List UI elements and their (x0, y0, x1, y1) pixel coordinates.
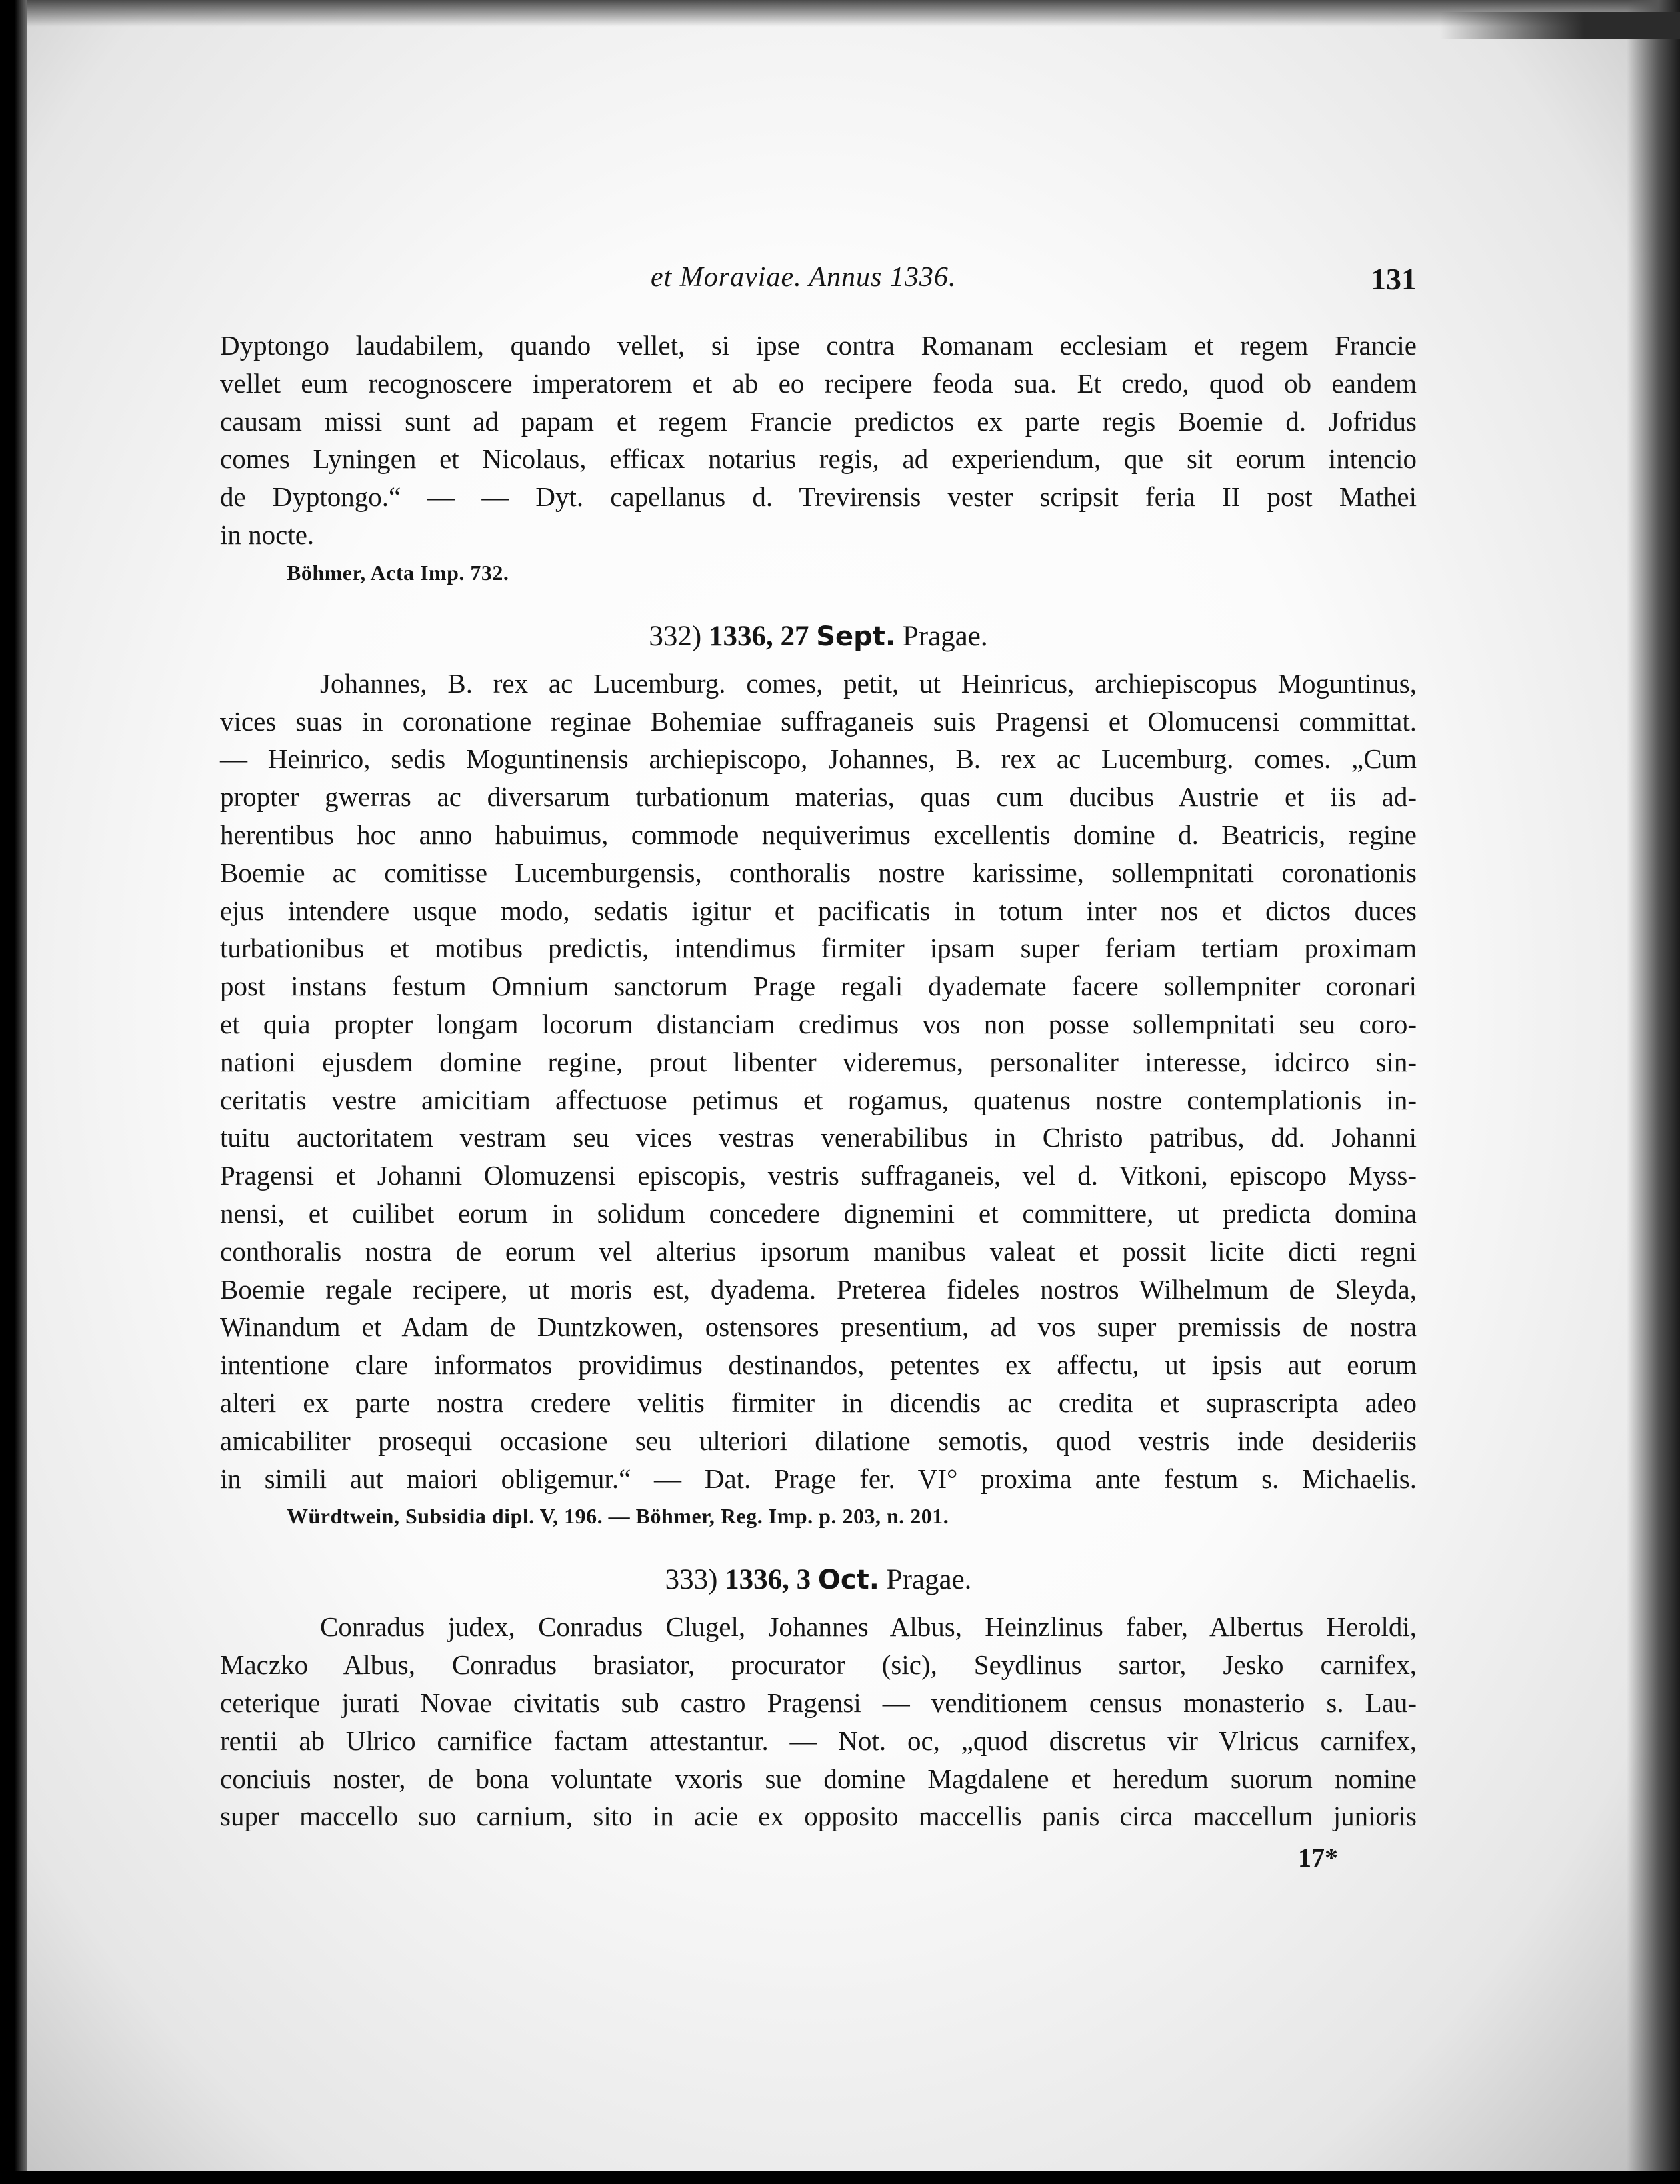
text-line: nationi ejusdem domine regine, prout libenter videremus, personaliter interesse, idcirco sin- (220, 1046, 1417, 1077)
entry-month: Oct. (817, 1565, 879, 1596)
scan-shadow-top (0, 0, 1680, 27)
text-line: Dyptongo laudabilem, quando vellet, si ipse contra Romanam ecclesiam et regem Francie (220, 330, 1417, 361)
source-citation: Würdtwein, Subsidia dipl. V, 196. — Böhmer, Reg. Imp. p. 203, n. 201. (287, 1504, 949, 1529)
text-line: post instans festum Omnium sanctorum Prage regali dyademate facere sollempniter coronari (220, 971, 1417, 1002)
previous-entry-continuation (220, 327, 1417, 589)
scan-border-left (0, 0, 27, 2184)
text-line: in simili aut maiori obligemur.“ — Dat. Prage fer. VI° proxima ante festum s. Michaelis. (220, 1463, 1417, 1494)
text-line: de Dyptongo.“ — — Dyt. capellanus d. Trevirensis vester scripsit feria II post Mathei (220, 481, 1417, 513)
text-line: ceterique jurati Novae civitatis sub castro Pragensi — venditionem census monasterio s. Lau- (220, 1687, 1417, 1718)
text-line: super maccello suo carnium, sito in acie ex opposito maccellis panis circa maccellum junioris (220, 1801, 1417, 1832)
entry-heading-333 (220, 1560, 1417, 1600)
page-body (220, 327, 1417, 1877)
text-line: herentibus hoc anno habuimus, commode nequiverimus excellentis domine d. Beatricis, regine (220, 819, 1417, 850)
text-line: comes Lyningen et Nicolaus, efficax notarius regis, ad experiendum, que sit eorum intencio (220, 443, 1417, 475)
text-line: rentii ab Ulrico carnifice factam attestantur. — Not. oc, „quod discretus vir Vlricus carnifex, (220, 1725, 1417, 1756)
scan-shadow-right (1627, 0, 1680, 2184)
entry-body-333 (220, 1608, 1417, 1835)
signature-mark: 17* (1298, 1843, 1338, 1873)
scan-border-bottom (0, 2171, 1680, 2184)
text-line: Conradus judex, Conradus Clugel, Johannes Albus, Heinzlinus faber, Albertus Heroldi, (320, 1611, 1417, 1643)
text-line: vices suas in coronatione reginae Bohemiae suffraganeis suis Pragensi et Olomucensi committat. (220, 705, 1417, 737)
page-header (220, 261, 1417, 301)
entry-heading-332 (220, 617, 1417, 657)
text-line: Boemie regale recipere, ut moris est, dyadema. Preterea fideles nostros Wilhelmum de Sleyda, (220, 1273, 1417, 1305)
entry-date: 1336, 3 (725, 1564, 811, 1596)
text-line: intentione clare informatos providimus destinandos, petentes ex affectu, ut ipsis aut eorum (220, 1349, 1417, 1381)
text-line: nensi, et cuilibet eorum in solidum concedere dignemini et committere, ut predicta domina (220, 1197, 1417, 1229)
entry-place: Pragae. (886, 1564, 972, 1596)
entry-date: 1336, 27 (708, 620, 809, 652)
running-title: et Moraviae. Annus 1336. (651, 262, 957, 293)
text-line: Boemie ac comitisse Lucemburgensis, conthoralis nostre karissime, sollempnitati coronationis (220, 857, 1417, 888)
text-line: ceritatis vestre amicitiam affectuose petimus et rogamus, quatenus nostre contemplationis in- (220, 1084, 1417, 1115)
text-line: tuitu auctoritatem vestram seu vices vestras venerabilibus in Christo patribus, dd. Johanni (220, 1122, 1417, 1153)
text-line: causam missi sunt ad papam et regem Francie predictos ex parte regis Boemie d. Jofridus (220, 405, 1417, 437)
text-line: ejus intendere usque modo, sedatis igitur et pacificatis in totum inter nos et dictos duces (220, 895, 1417, 926)
text-line: alteri ex parte nostra credere velitis firmiter in dicendis ac credita et suprascripta adeo (220, 1387, 1417, 1418)
text-line: et quia propter longam locorum distanciam credimus vos non posse sollempnitati seu coro- (220, 1008, 1417, 1039)
text-line: Maczko Albus, Conradus brasiator, procurator (sic), Seydlinus sartor, Jesko carnifex, (220, 1649, 1417, 1681)
entry-place: Pragae. (902, 620, 988, 652)
text-line: vellet eum recognoscere imperatorem et ab eo recipere feoda sua. Et credo, quod ob eandem (220, 367, 1417, 399)
source-citation: Böhmer, Acta Imp. 732. (287, 560, 509, 585)
entry-number: 332) (649, 620, 702, 652)
text-line: amicabiliter prosequi occasione seu ulteriori dilatione semotis, quod vestris inde desideriis (220, 1425, 1417, 1456)
entry-number: 333) (665, 1564, 718, 1596)
text-line: Johannes, B. rex ac Lucemburg. comes, petit, ut Heinricus, archiepiscopus Moguntinus, (320, 667, 1417, 699)
scan-artifact-top-right (1440, 12, 1680, 39)
text-line: — Heinrico, sedis Moguntinensis archiepiscopo, Johannes, B. rex ac Lucemburg. comes. „Cum (220, 743, 1417, 775)
text-line: conthoralis nostra de eorum vel alterius ipsorum manibus valeat et possit licite dicti regni (220, 1235, 1417, 1267)
entry-month: Sept. (816, 621, 896, 652)
page-number: 131 (1371, 262, 1417, 296)
text-line: Winandum et Adam de Duntzkowen, ostensores presentium, ad vos super premissis de nostra (220, 1311, 1417, 1343)
text-line: Pragensi et Johanni Olomuzensi episcopis, vestris suffraganeis, vel d. Vitkoni, episcopo Myss- (220, 1160, 1417, 1191)
text-line: in nocte. (220, 519, 315, 550)
text-line: conciuis noster, de bona voluntate vxoris sue domine Magdalene et heredum suorum nomine (220, 1763, 1417, 1794)
entry-body-332 (220, 665, 1417, 1533)
text-line: turbationibus et motibus predictis, intendimus firmiter ipsam super feriam tertiam proximam (220, 933, 1417, 964)
text-line: propter gwerras ac diversarum turbationum materias, quas cum ducibus Austrie et iis ad- (220, 781, 1417, 813)
